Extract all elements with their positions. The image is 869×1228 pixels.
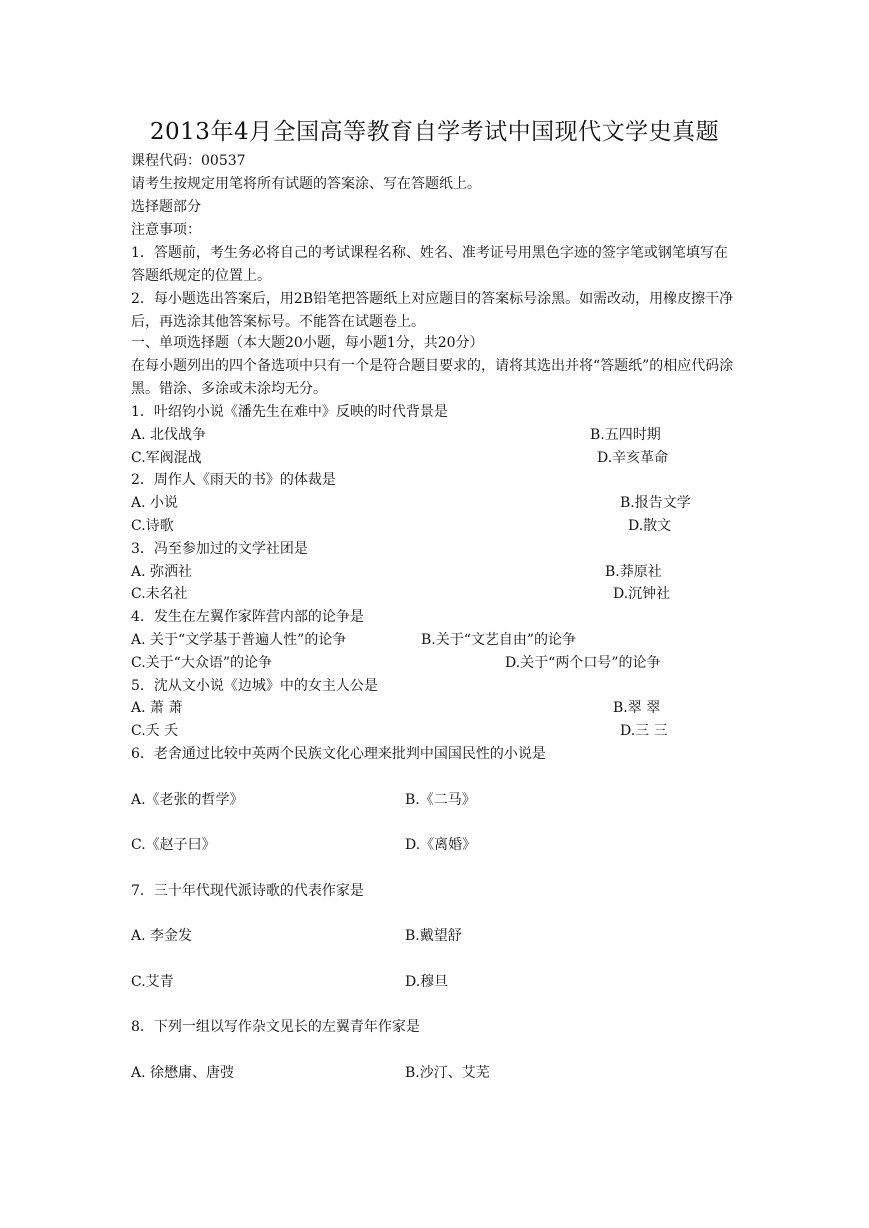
option-d: D.穆旦 [405,974,449,990]
option-d: D.关于“两个口号”的论争 [505,655,661,671]
option-a: A. 李金发 [131,928,193,944]
page-title: 2013年4月全国高等教育自学考试中国现代文学史真题 [149,119,720,145]
option-c: C.军阀混战 [131,450,202,466]
question-stem: 4．发生在左翼作家阵营内部的论争是 [131,609,364,625]
question-stem: 3．冯至参加过的文学社团是 [131,541,308,557]
option-c: C.未名社 [131,586,188,602]
option-c: C.艾青 [131,974,174,990]
question-stem: 1．叶绍钧小说《潘先生在难中》反映的时代背景是 [131,404,448,420]
option-b: B.关于“文艺自由”的论争 [421,632,577,648]
option-c: C.诗歌 [131,518,174,534]
option-b: B.《二马》 [405,792,476,808]
option-d: D.辛亥革命 [597,450,669,466]
option-b: B.沙汀、艾芜 [405,1065,490,1081]
option-b: B.报告文学 [620,495,691,511]
question-stem: 8．下列一组以写作杂文见长的左翼青年作家是 [131,1019,420,1035]
option-b: B.莽原社 [605,564,662,580]
option-b: B.翠 翠 [613,700,661,716]
option-d: D.三 三 [620,723,668,739]
section-heading: 选择题部分 [131,199,201,215]
option-a: A.《老张的哲学》 [131,792,244,808]
option-a: A. 徐懋庸、唐弢 [131,1065,235,1081]
option-a: A. 弥洒社 [131,564,193,580]
option-d: D.散文 [628,518,672,534]
instruction-text: 请考生按规定用笔将所有试题的答案涂、写在答题纸上。 [131,176,481,192]
option-d: D.沉钟社 [613,586,671,602]
option-a: A. 小说 [131,495,179,511]
option-d: D.《离婚》 [405,837,477,853]
option-b: B.五四时期 [590,427,661,443]
option-a: A. 萧 萧 [131,700,183,716]
part-title: 一、单项选择题（本大题20小题，每小题1分，共20分） [131,335,484,351]
option-a: A. 关于“文学基于普遍人性”的论争 [131,632,347,648]
course-code: 课程代码：00537 [131,153,246,169]
notice-item-1: 1．答题前，考生务必将自己的考试课程名称、姓名、准考证号用黑色字迹的签字笔或钢笔填写在答题纸规定的位置上。 [131,245,728,284]
option-c: C.《赵子曰》 [131,837,216,853]
question-stem: 2．周作人《雨天的书》的体裁是 [131,472,336,488]
question-stem: 6．老舍通过比较中英两个民族文化心理来批判中国国民性的小说是 [131,746,546,762]
option-a: A. 北伐战争 [131,427,207,443]
notice-item-2: 2．每小题选出答案后，用2B铅笔把答题纸上对应题目的答案标号涂黑。如需改动，用橡皮擦干净后，再选涂其他答案标号。不能答在试题卷上。 [131,291,734,330]
option-c: C.夭 夭 [131,723,179,739]
question-stem: 7．三十年代现代派诗歌的代表作家是 [131,883,364,899]
part-description: 在每小题列出的四个备选项中只有一个是符合题目要求的，请将其选出并将“答题纸”的相应代码涂黑。错涂、多涂或未涂均无分。 [131,358,734,397]
option-b: B.戴望舒 [405,928,462,944]
question-stem: 5．沈从文小说《边城》中的女主人公是 [131,678,378,694]
notice-label: 注意事项： [131,222,201,238]
option-c: C.关于“大众语”的论争 [131,655,272,671]
